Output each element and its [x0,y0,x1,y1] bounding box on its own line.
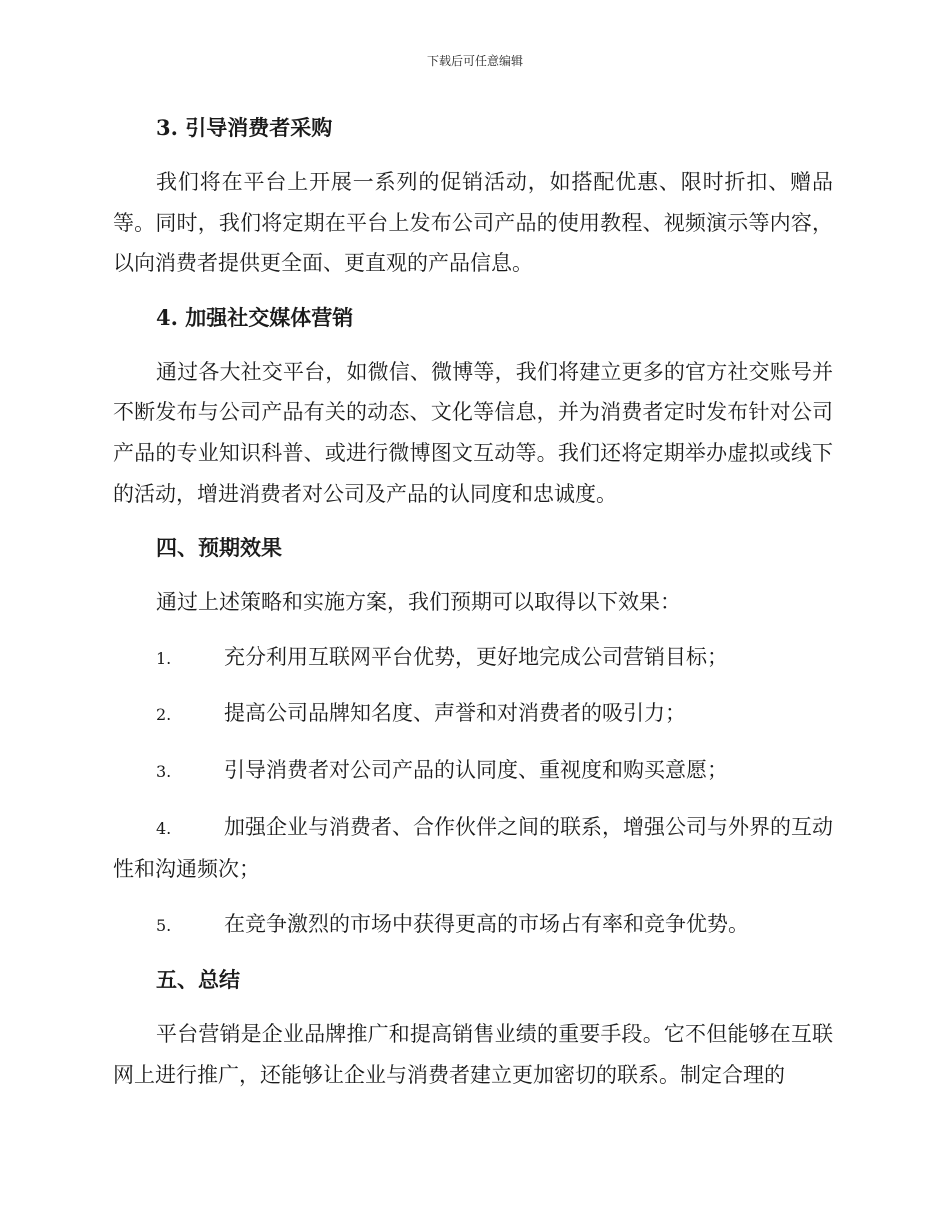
list-item [113,904,833,947]
paragraph-expected-intro: 通过上述策略和实施方案，我们预期可以取得以下效果： [156,590,681,615]
list-item-number: 4. [156,818,172,838]
list-item-number: 3. [156,761,172,781]
list-item [113,750,833,793]
section-heading-summary: 五、总结 [156,967,240,993]
list-item-text: 在竞争激烈的市场中获得更高的市场占有率和竞争优势。 [224,911,749,936]
expected-effects-list [113,637,833,947]
list-item-text: 引导消费者对公司产品的认同度、重视度和购买意愿； [224,757,728,782]
paragraph-guide-purchase: 我们将在平台上开展一系列的促销活动，如搭配优惠、限时折扣、赠品等。同时，我们将定期在平台上发布公司产品的使用教程、视频演示等内容，以向消费者提供更全面、更直观的产品信息。 [113,170,833,276]
list-item-text: 提高公司品牌知名度、声誉和对消费者的吸引力； [224,701,686,726]
section-heading-expected-effects: 四、预期效果 [156,535,282,561]
page-header: 下载后可任意编辑 [426,54,523,68]
paragraph-social-media: 通过各大社交平台，如微信、微博等，我们将建立更多的官方社交账号并不断发布与公司产品有关的动态、文化等信息，并为消费者定时发布针对公司产品的专业知识科普、或进行微博图文互动等。我们还将定期举办虚拟或线下的活动，增进消费者对公司及产品的认同度和忠诚度。 [113,359,833,506]
list-item-number: 1. [156,648,172,668]
list-item-number: 5. [156,915,172,935]
list-item [113,807,833,890]
list-item-text: 充分利用互联网平台优势，更好地完成公司营销目标； [224,644,728,669]
paragraph-summary: 平台营销是企业品牌推广和提高销售业绩的重要手段。它不但能够在互联网上进行推广，还能够让企业与消费者建立更加密切的联系。制定合理的 [113,1022,833,1087]
list-item [113,637,833,680]
list-item-text: 加强企业与消费者、合作伙伴之间的联系，增强公司与外界的互动性和沟通频次； [113,814,833,882]
list-item [113,693,833,736]
list-item-number: 2. [156,705,172,725]
document-body [113,108,833,1110]
section-heading-social-media: 4. 加强社交媒体营销 [156,304,354,330]
section-heading-guide-purchase: 3. 引导消费者采购 [156,115,333,140]
